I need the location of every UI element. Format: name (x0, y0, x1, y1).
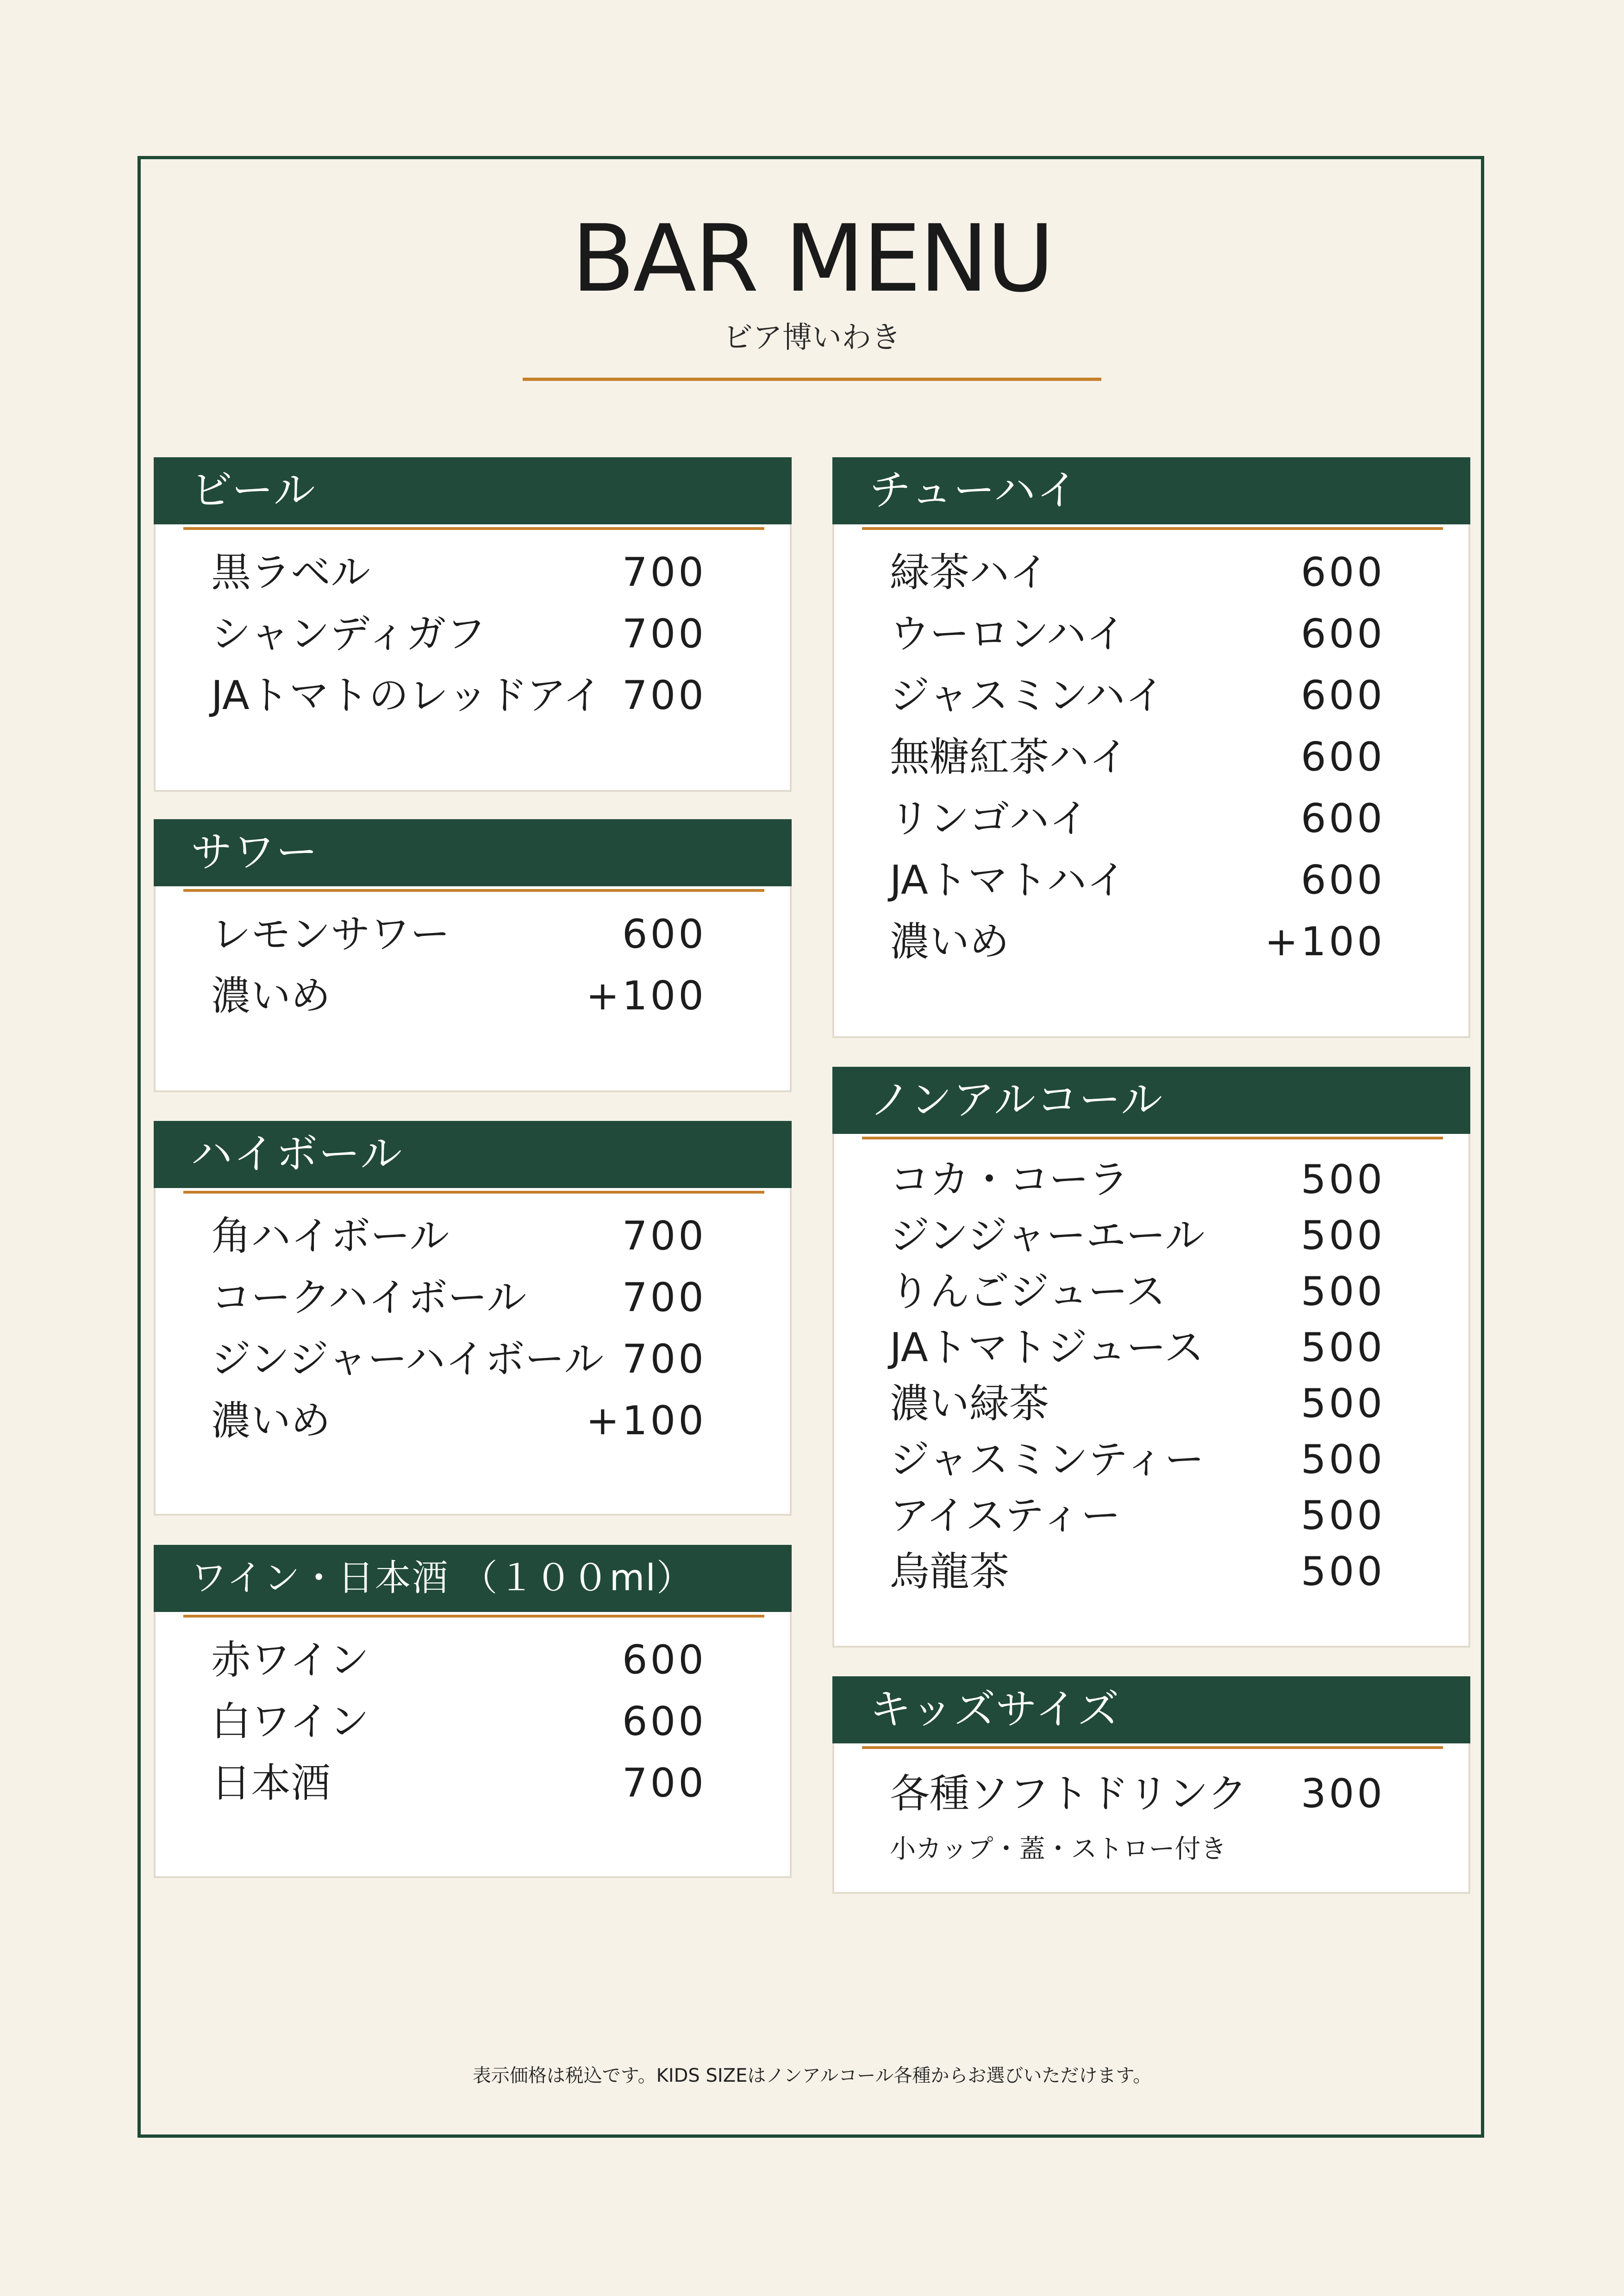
section-divider (183, 889, 764, 892)
item-price: 600 (1300, 796, 1385, 842)
item-name: コカ・コーラ (890, 1157, 1129, 1203)
section-header (154, 457, 792, 524)
item-name: 各種ソフトドリンク (890, 1771, 1248, 1817)
section-divider (183, 527, 764, 530)
item-price: 500 (1300, 1325, 1385, 1371)
menu-item (890, 1320, 1385, 1375)
item-price: 600 (1300, 549, 1385, 596)
section-divider (862, 1746, 1443, 1749)
item-name: シャンディガフ (211, 611, 486, 657)
menu-item (890, 852, 1385, 908)
menu-item (890, 1488, 1385, 1543)
item-name: 濃いめ (211, 973, 331, 1019)
menu-item (890, 1544, 1385, 1599)
item-price: 600 (1300, 672, 1385, 719)
item-price: 700 (622, 1275, 706, 1321)
section-title: キッズサイズ (869, 1685, 1120, 1734)
item-name: JAトマトのレッドアイ (211, 672, 603, 719)
item-name: リンゴハイ (890, 796, 1089, 842)
item-price: 700 (622, 549, 706, 596)
item-name: ウーロンハイ (890, 611, 1126, 657)
item-name: 白ワイン (211, 1699, 369, 1745)
item-price: 700 (622, 1213, 706, 1259)
item-price: +100 (586, 1398, 706, 1444)
menu-item (211, 1393, 706, 1449)
footer-note: 表示価格は税込です。KIDS SIZEはノンアルコール各種からお選びいただけます。 (472, 2065, 1152, 2086)
item-name: 烏龍茶 (890, 1549, 1009, 1595)
section-header (832, 1676, 1470, 1743)
section-title: ハイボール (191, 1130, 403, 1178)
menu-item (890, 1766, 1385, 1822)
menu-item (211, 907, 706, 962)
section-header (154, 1545, 792, 1612)
item-name: アイスティー (890, 1493, 1121, 1539)
menu-item (890, 1376, 1385, 1431)
section-divider (183, 1191, 764, 1194)
menu-item (890, 606, 1385, 662)
menu-item (890, 1264, 1385, 1319)
section-highball (154, 1121, 792, 1516)
item-name: 無糖紅茶ハイ (890, 734, 1129, 780)
item-price: 700 (622, 1336, 706, 1382)
item-name: 日本酒 (211, 1760, 331, 1806)
item-price: 600 (1300, 857, 1385, 903)
menu-item (890, 914, 1385, 970)
item-price: 300 (1300, 1771, 1385, 1817)
section-title: チューハイ (869, 466, 1079, 515)
item-price: 600 (622, 1699, 706, 1745)
section-wine-sake (154, 1545, 792, 1878)
item-price: 500 (1300, 1269, 1385, 1315)
menu-item (211, 1632, 706, 1688)
item-price: 700 (622, 672, 706, 719)
item-price: 500 (1300, 1213, 1385, 1259)
item-price: 500 (1300, 1493, 1385, 1539)
section-title: ノンアルコール (869, 1076, 1163, 1124)
item-name: 黒ラベル (211, 549, 370, 596)
item-name: ジャスミンハイ (890, 672, 1165, 719)
item-name: JAトマトジュース (890, 1325, 1204, 1371)
section-header (154, 819, 792, 886)
section-divider (183, 1615, 764, 1618)
section-header (832, 457, 1470, 524)
section-beer (154, 457, 792, 792)
item-price: 600 (1300, 734, 1385, 780)
item-name: 赤ワイン (211, 1637, 369, 1683)
item-price: 600 (622, 1637, 706, 1683)
section-kids (832, 1676, 1470, 1894)
menu-item (890, 545, 1385, 600)
item-name: りんごジュース (890, 1269, 1166, 1315)
item-name: レモンサワー (211, 911, 450, 958)
item-price: 600 (622, 911, 706, 958)
menu-item (211, 606, 706, 662)
item-price: 500 (1300, 1437, 1385, 1483)
page-subtitle: ビア博いわき (723, 321, 901, 355)
menu-item (211, 1208, 706, 1264)
item-name: JAトマトハイ (890, 857, 1126, 903)
item-price: 600 (1300, 611, 1385, 657)
section-chuhai (832, 457, 1470, 1038)
item-name: ジャスミンティー (890, 1437, 1205, 1483)
item-price: 700 (622, 1760, 706, 1806)
item-price: +100 (1264, 919, 1385, 965)
section-header (832, 1067, 1470, 1134)
item-price: 700 (622, 611, 706, 657)
menu-item (890, 1152, 1385, 1207)
menu-item (890, 1432, 1385, 1487)
menu-item (890, 791, 1385, 846)
item-price: 500 (1300, 1549, 1385, 1595)
item-name: 緑茶ハイ (890, 549, 1049, 596)
item-name: 濃いめ (890, 919, 1009, 965)
menu-item (211, 1755, 706, 1811)
item-price: 500 (1300, 1381, 1385, 1427)
menu-item (211, 668, 706, 723)
menu-item (211, 545, 706, 600)
menu-item (211, 968, 706, 1024)
menu-item (890, 729, 1385, 785)
section-sour (154, 819, 792, 1092)
item-price: +100 (586, 973, 706, 1019)
menu-item (890, 1208, 1385, 1263)
section-header (154, 1121, 792, 1188)
section-divider (862, 527, 1443, 530)
item-name: コークハイボール (211, 1275, 527, 1321)
item-name: ジンジャーエール (890, 1213, 1205, 1259)
item-note: 小カップ・蓋・ストロー付き (890, 1834, 1227, 1864)
menu-item (890, 668, 1385, 723)
menu-item (211, 1332, 706, 1387)
section-title: ビール (191, 466, 316, 515)
section-title: ワイン・日本酒 （１００ml） (191, 1557, 694, 1599)
title-divider (523, 378, 1101, 381)
item-name: 角ハイボール (211, 1213, 450, 1259)
item-price: 500 (1300, 1157, 1385, 1203)
section-non-alcohol (832, 1067, 1470, 1648)
section-title: サワー (191, 828, 319, 877)
item-name: 濃い緑茶 (890, 1381, 1049, 1427)
item-name: ジンジャーハイボール (211, 1336, 604, 1382)
item-name: 濃いめ (211, 1398, 331, 1444)
page-title: BAR MENU (571, 205, 1053, 313)
menu-item (211, 1694, 706, 1749)
section-divider (862, 1137, 1443, 1139)
menu-item (211, 1270, 706, 1325)
